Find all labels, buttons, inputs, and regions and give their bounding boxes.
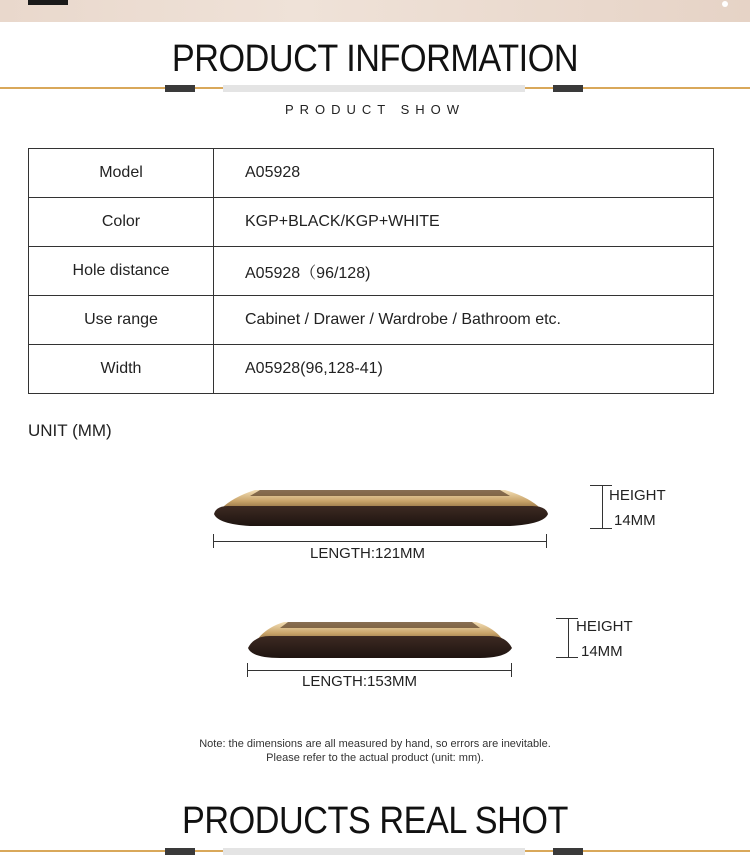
banner-dark-block — [28, 0, 68, 5]
rule-center-bar — [223, 85, 525, 92]
spec-label: Hole distance — [29, 247, 214, 296]
section-subtitle: PRODUCT SHOW — [284, 102, 466, 117]
top-banner-strip — [0, 0, 750, 22]
note-line-2: Please refer to the actual product (unit: mm). — [266, 752, 484, 764]
length-label: LENGTH:121MM — [310, 545, 426, 562]
height-value: 14MM — [581, 643, 623, 660]
height-cap-bottom — [590, 528, 612, 529]
height-label: HEIGHT — [609, 487, 666, 504]
note-line-1: Note: the dimensions are all measured by hand, so errors are inevitable. — [199, 738, 551, 750]
unit-label: UNIT (MM) — [28, 421, 112, 440]
height-value: 14MM — [614, 512, 656, 529]
footer-rule-tab-left — [165, 848, 195, 855]
spec-value: A05928 — [214, 149, 714, 198]
height-label: HEIGHT — [576, 618, 633, 635]
height-cap-bottom — [556, 657, 578, 658]
table-row — [29, 296, 714, 345]
banner-dot — [722, 1, 728, 7]
rule-tab-left — [165, 85, 195, 92]
spec-value: A05928(96,128-41) — [214, 345, 714, 394]
spec-value: KGP+BLACK/KGP+WHITE — [214, 198, 714, 247]
length-tick-left — [213, 534, 214, 548]
footer-rule-center-bar — [223, 848, 525, 855]
length-tick-right — [546, 534, 547, 548]
spec-label: Use range — [29, 296, 214, 345]
footer-rule-tab-right — [553, 848, 583, 855]
table-row — [29, 345, 714, 394]
length-dimension-line — [247, 670, 512, 671]
table-row — [29, 149, 714, 198]
rule-tab-right — [553, 85, 583, 92]
spec-label: Model — [29, 149, 214, 198]
spec-table — [28, 148, 714, 394]
spec-label: Color — [29, 198, 214, 247]
table-row — [29, 198, 714, 247]
length-tick-left — [247, 663, 248, 677]
section-title-product-information: PRODUCT INFORMATION — [171, 38, 579, 80]
section-title-products-real-shot: PRODUCTS REAL SHOT — [182, 800, 568, 842]
length-tick-right — [511, 663, 512, 677]
handle-image-2 — [244, 616, 516, 662]
length-dimension-line — [213, 541, 547, 542]
handle-image-1 — [210, 476, 550, 532]
height-cap-top — [556, 618, 578, 619]
height-dimension-line — [568, 618, 569, 658]
spec-label: Width — [29, 345, 214, 394]
height-cap-top — [590, 485, 612, 486]
height-dimension-line — [602, 485, 603, 529]
spec-value: Cabinet / Drawer / Wardrobe / Bathroom etc. — [214, 296, 714, 345]
table-row — [29, 247, 714, 296]
spec-value: A05928（96/128) — [214, 247, 714, 296]
length-label: LENGTH:153MM — [302, 673, 418, 690]
